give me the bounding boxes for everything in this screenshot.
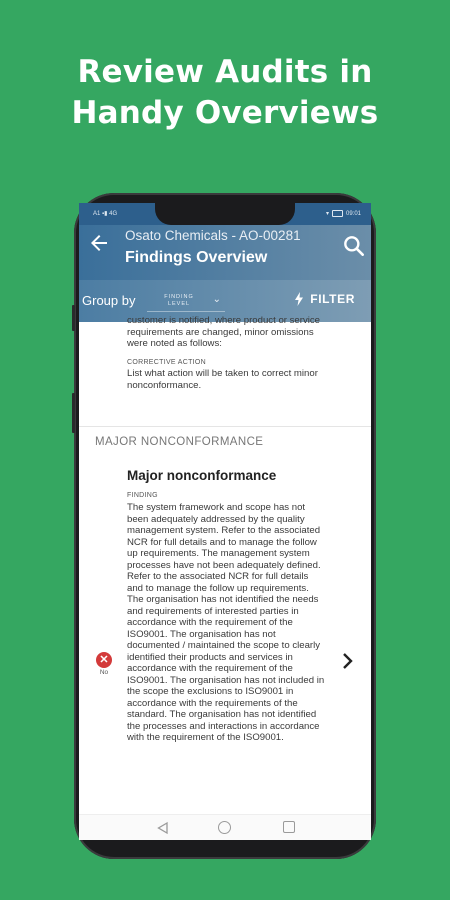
finding-status: [95, 652, 113, 676]
back-arrow-icon[interactable]: [85, 231, 113, 259]
finding-heading[interactable]: Major nonconformance: [127, 468, 277, 483]
divider: [79, 426, 371, 427]
chevron-right-icon[interactable]: [341, 652, 355, 670]
previous-finding-text: customer is notified, where product or service requirements are changed, minor omissions were noted as follows:: [127, 315, 321, 349]
status-text: No: [99, 669, 109, 676]
phone-frame: [74, 193, 376, 859]
section-header: MAJOR NONCONFORMANCE: [95, 436, 264, 448]
headline-line-2: Handy Overviews: [71, 95, 379, 131]
headline-line-1: Review Audits in: [77, 54, 373, 90]
page-title: Findings Overview: [125, 249, 268, 266]
search-icon[interactable]: [341, 233, 367, 259]
select-line-2: LEVEL: [167, 301, 191, 307]
android-nav-bar: [79, 814, 371, 840]
previous-finding-item[interactable]: [127, 315, 327, 391]
status-time: 09:01: [345, 210, 361, 217]
close-circle-icon: ✕: [96, 652, 112, 668]
battery-icon: [332, 210, 343, 217]
group-by-select[interactable]: [147, 291, 225, 312]
audit-subtitle: Osato Chemicals - AO-00281: [125, 228, 301, 243]
finding-text: The system framework and scope has not been adequately addressed by the quality management system. Refer to the associated NCR for full details and to manage the follow up requirements. The management system processes have not been adequately defined. Refer to the associated NCR for full details and to manage the follow up requirements. The organisation has not identified the needs and requirements of interested parties in accordance with the requirement of the ISO9001. The organisation has not documented / maintained the scope to clearly identified their products and services in accordance with the requirement of the ISO9001. The organisation has not included in the scope the exclusions to ISO9001 in accordance with the requirements of the standard. The organisation has not identified the processes and interactions in accordance with the requirement of the ISO9001.: [127, 502, 325, 743]
select-line-1: FINDING: [164, 294, 194, 300]
filter-label: FILTER: [310, 292, 355, 306]
nav-home-icon[interactable]: [218, 821, 231, 834]
marketing-headline: [0, 52, 450, 134]
corrective-action-label: CORRECTIVE ACTION: [127, 358, 206, 366]
filter-button[interactable]: [294, 292, 355, 306]
lightning-icon: [294, 292, 304, 306]
finding-label: FINDING: [127, 492, 158, 499]
group-by-value: [161, 294, 197, 308]
phone-screen: [79, 203, 371, 839]
chevron-down-icon: ⌄: [212, 294, 221, 305]
phone-side-button: [72, 393, 75, 433]
phone-side-button: [72, 305, 75, 331]
app-bar: [79, 225, 371, 280]
phone-notch: [155, 203, 295, 225]
signal-status: A1 ▪▮ 4G: [93, 211, 118, 217]
corrective-action-text: List what action will be taken to correct minor nonconformance.: [127, 368, 318, 391]
wifi-icon: ▾: [325, 211, 329, 217]
nav-recents-icon[interactable]: [283, 821, 295, 833]
findings-list[interactable]: [79, 315, 371, 814]
status-right: [326, 210, 361, 217]
group-by-label: Group by: [82, 293, 136, 308]
nav-back-icon[interactable]: [157, 821, 168, 839]
